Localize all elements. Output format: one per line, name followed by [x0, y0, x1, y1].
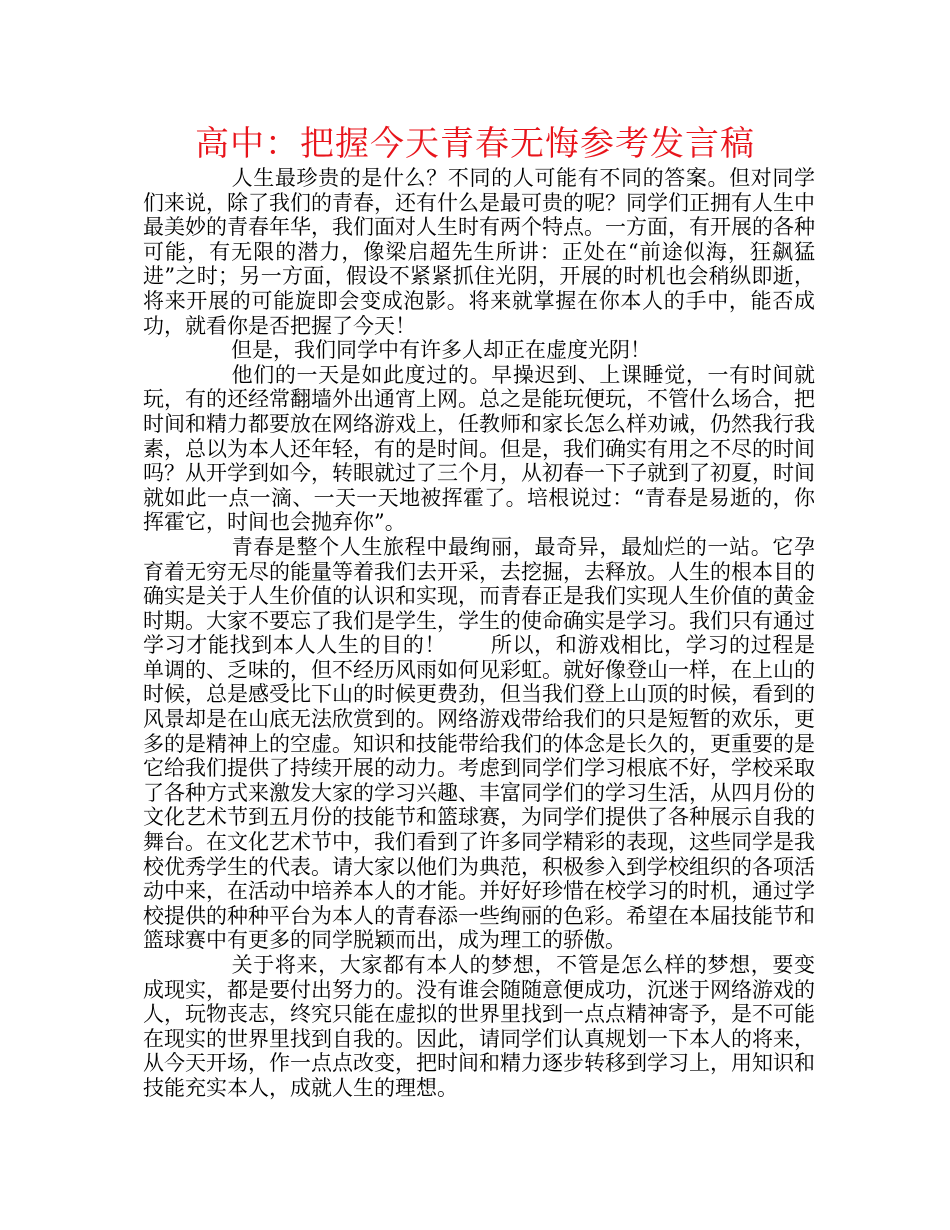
paragraph-text: 青春是整个人生旅程中最绚丽，最奇异，最灿烂的一站。它孕育着无穷无尽的能量等着我们去开采，去挖掘，去释放。人生的根本目的确实是关于人生价值的认识和实现，而青春正是我们实现人生价值的黄金时期。大家不要忘了我们是学生，学生的使命确实是学习。我们只有通过学习才能找到本人人生的目的！ [143, 534, 815, 658]
paragraph-2 [143, 338, 815, 363]
paragraph-text: 关于将来，大家都有本人的梦想，不管是怎么样的梦想，要变成现实，都是要付出努力的。没有谁会随随意便成功，沉迷于网络游戏的人，玩物丧志，终究只能在虚拟的世界里找到一点点精神寄予，是不可能在现实的世界里找到自我的。因此，请同学们认真规划一下本人的将来，从今天开场，作一点点改变，把时间和精力逐步转移到学习上，用知识和技能充实本人，成就人生的理想。 [143, 953, 815, 1100]
paragraph-4 [143, 535, 815, 953]
paragraph-5 [143, 953, 815, 1101]
paragraph-text-continued: 所以，和游戏相比，学习的过程是单调的、乏味的，但不经历风雨如何见彩虹。就好像登山一样，在上山的时候，总是感受比下山的时候更费劲，但当我们登上山顶的时候，看到的风景却是在山底无法欣赏到的。网络游戏带给我们的只是短暂的欢乐，更多的是精神上的空虚。知识和技能带给我们的体念是长久的，更重要的是它给我们提供了持续开展的动力。考虑到同学们学习根底不好，学校采取了各种方式来激发大家的学习兴趣、丰富同学们的学习生活，从四月份的文化艺术节到五月份的技能节和篮球赛，为同学们提供了各种展示自我的舞台。在文化艺术节中，我们看到了许多同学精彩的表现，这些同学是我校优秀学生的代表。请大家以他们为典范，积极参入到学校组织的各项活动中来，在活动中培养本人的才能。并好好珍惜在校学习的时机，通过学校提供的种种平台为本人的青春添一些绚丽的色彩。希望在本届技能节和篮球赛中有更多的同学脱颖而出，成为理工的骄傲。 [143, 633, 815, 953]
document-title: 高中：把握今天青春无悔参考发言稿 [195, 124, 755, 164]
paragraph-text: 人生最珍贵的是什么？不同的人可能有不同的答案。但对同学们来说，除了我们的青春，还有什么是最可贵的呢？同学们正拥有人生中最美妙的青春年华，我们面对人生时有两个特点。一方面，有开展的各种可能，有无限的潜力，像梁启超先生所讲：正处在“前途似海，狂飙猛进”之时；另一方面，假设不紧紧抓住光阴，开展的时机也会稍纵即逝，将来开展的可能旋即会变成泡影。将来就掌握在你本人的手中，能否成功，就看你是否把握了今天！ [143, 166, 815, 338]
paragraph-text: 他们的一天是如此度过的。早操迟到、上课睡觉，一有时间就玩，有的还经常翻墙外出通宵上网。总之是能玩便玩，不管什么场合，把时间和精力都要放在网络游戏上，任教师和家长怎么样劝诫，仍然我行我素，总以为本人还年轻，有的是时间。但是，我们确实有用之不尽的时间吗？从开学到如今，转眼就过了三个月，从初春一下子就到了初夏，时间就如此一点一滴、一天一天地被挥霍了。培根说过：“青春是易逝的，你挥霍它，时间也会抛弃你”。 [143, 362, 815, 535]
paragraph-text: 但是，我们同学中有许多人却正在虚度光阴！ [231, 338, 651, 363]
paragraph-3 [143, 363, 815, 535]
paragraph-1 [143, 166, 815, 338]
document-body [143, 166, 815, 1101]
